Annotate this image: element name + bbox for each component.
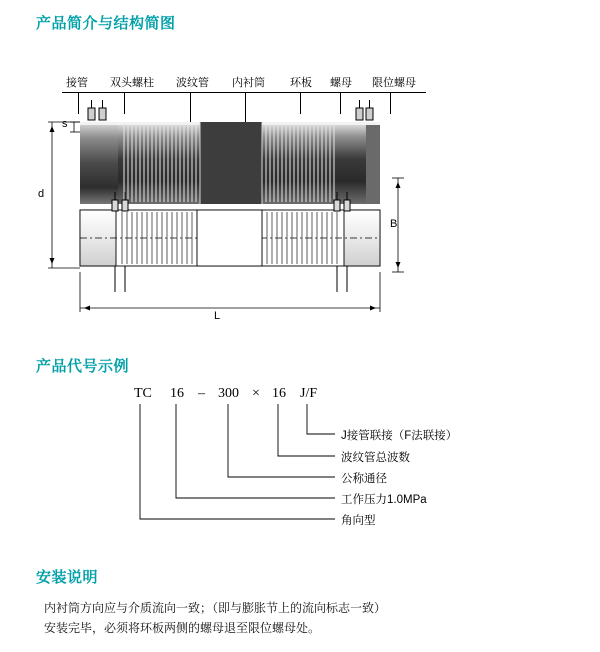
- install-note-line-1: 内衬筒方向应与介质流向一致；（即与膨胀节上的流向标志一致）: [44, 601, 387, 615]
- callout-label-nut: 螺母: [330, 77, 352, 89]
- dim-label-B: B: [390, 218, 398, 230]
- code-token-joint: J/F: [300, 386, 318, 401]
- callout-label-double-stud: 双头螺柱: [110, 77, 154, 89]
- section-title-intro: 产品简介与结构简图: [36, 15, 176, 32]
- callout-label-limit-nut: 限位螺母: [372, 77, 416, 89]
- dim-label-d: d: [38, 188, 45, 200]
- section-title-code: 产品代号示例: [36, 358, 130, 375]
- code-token-waves: 16: [272, 386, 286, 401]
- diagram-svg: [0, 60, 600, 345]
- structure-diagram: [0, 60, 600, 345]
- code-desc-diameter: 公称通径: [341, 473, 387, 485]
- dim-label-s: s: [62, 118, 68, 130]
- section-title-install: 安装说明: [36, 569, 99, 586]
- product-code-diagram: [0, 378, 600, 558]
- code-token-times: ×: [252, 386, 260, 401]
- install-note-line-2: 安装完毕，必须将环板两侧的螺母退至限位螺母处。: [44, 621, 321, 635]
- code-desc-pressure: 工作压力1.0MPa: [341, 494, 427, 506]
- dim-label-L: L: [214, 310, 221, 322]
- code-token-pressure: 16: [170, 386, 184, 401]
- callout-label-ring-plate: 环板: [290, 77, 312, 89]
- callout-label-nozzle: 接管: [66, 77, 88, 89]
- code-token-diameter: 300: [218, 386, 239, 401]
- install-notes: [44, 598, 564, 638]
- code-leader-lines: [0, 378, 600, 558]
- code-token-dash: –: [198, 386, 205, 401]
- code-desc-joint: J接管联接（F法联接）: [341, 430, 458, 442]
- callout-label-bellows: 波纹管: [176, 77, 209, 89]
- code-desc-type: 角向型: [341, 515, 376, 527]
- callout-label-liner: 内衬筒: [232, 77, 265, 89]
- code-desc-waves: 波纹管总波数: [341, 452, 410, 464]
- code-token-series: TC: [134, 386, 152, 401]
